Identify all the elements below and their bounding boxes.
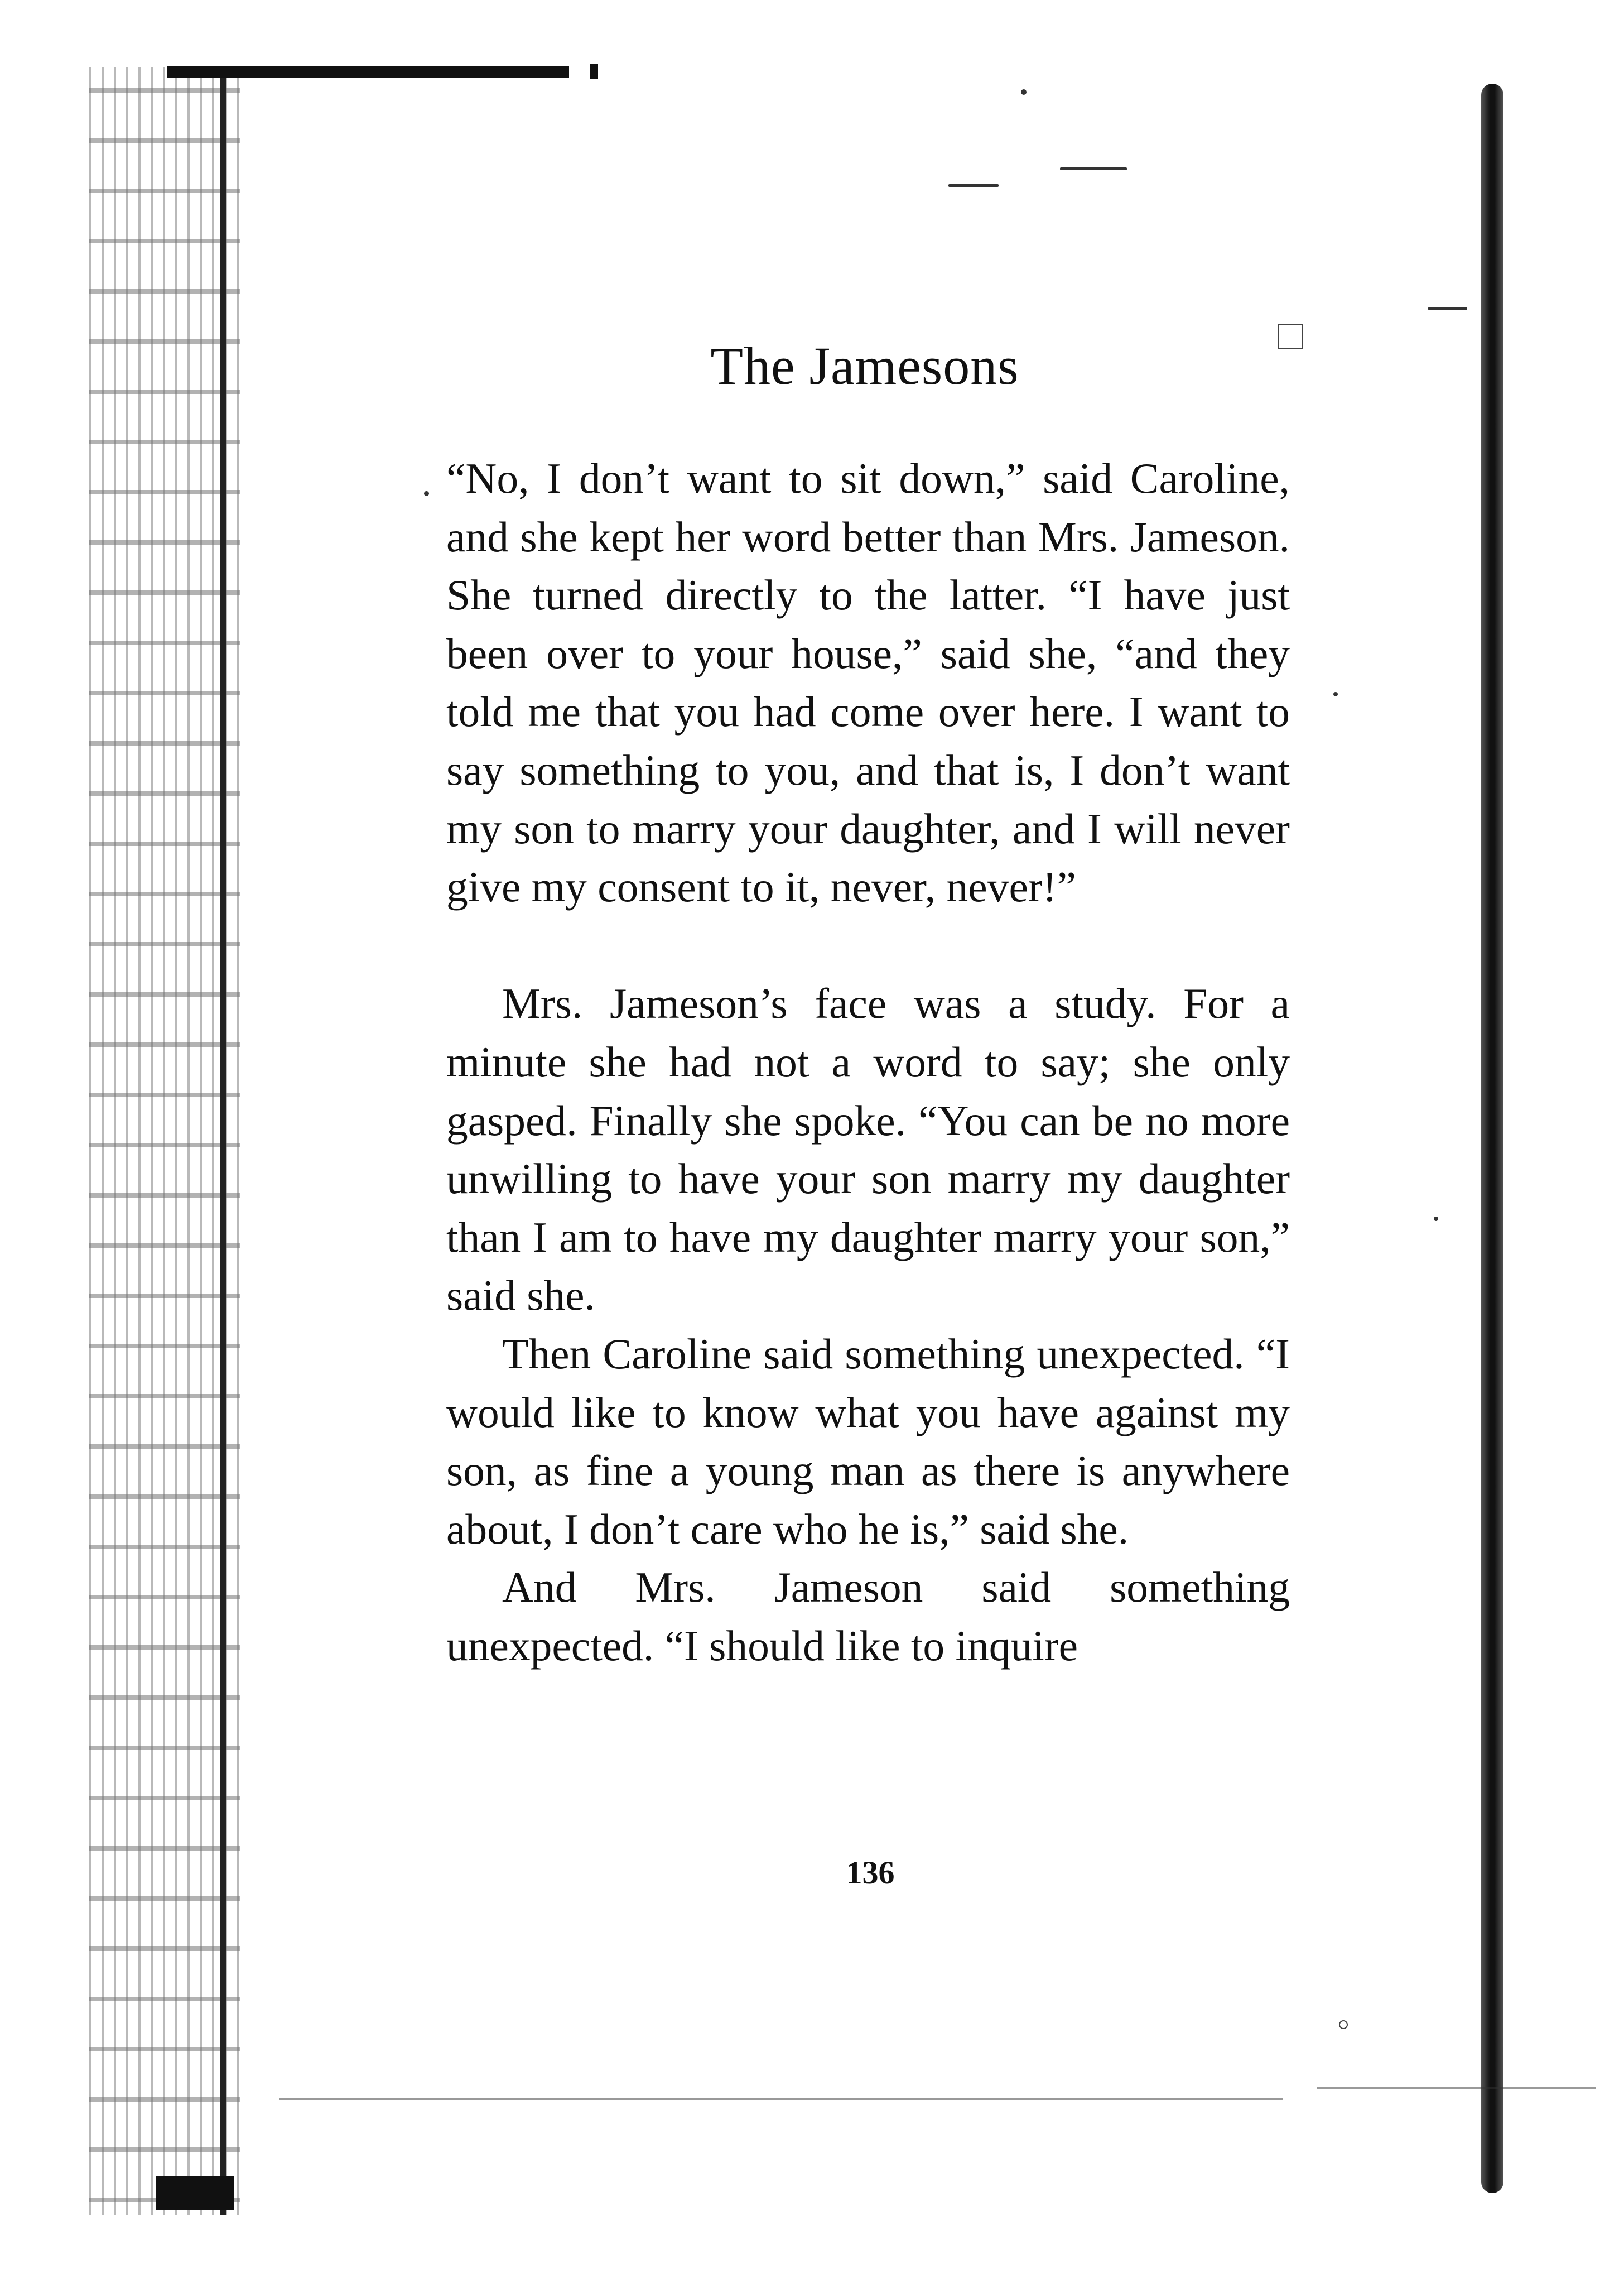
scan-dashed-line [279,2098,1283,2100]
scan-speck [1339,2020,1348,2029]
scan-speck [1333,692,1338,696]
scan-speck [1060,167,1127,170]
scan-binding-shadow-left [89,67,240,2215]
paragraph: “No, I don’t want to sit down,” said Caroline, and she kept her word better than Mrs. Jameson. She turned directly to the latter. “I have just been over to your house,” said she, “and they told me that you had come over here. I want to say something to you, and that is, I don’t want my son to marry your daughter, and I will never give my consent to it, never, never!” [446,454,1290,911]
scan-speck [948,184,999,187]
page-body [446,449,1290,1675]
scan-top-edge [167,66,569,78]
paragraph: And Mrs. Jameson said something unexpected. “I should like to inquire [446,1563,1290,1670]
scan-speck [1278,324,1303,349]
scan-speck [1428,307,1467,310]
scan-binding-edge-left [220,67,226,2215]
page-number: 136 [846,1854,895,1891]
scan-corner-mark [156,2176,234,2210]
scan-dashed-line [1317,2087,1596,2089]
scan-binding-shadow-right [1481,84,1503,2193]
running-head: The Jamesons [710,336,1019,396]
paragraph: Then Caroline said something unexpected. “I would like to know what you have against my son, as fine a young man as there is anywhere about, I don’t care who he is,” said she. [446,1329,1290,1553]
scan-speck [1434,1217,1438,1221]
scan-speck [424,491,429,496]
scan-speck [1021,89,1027,95]
paragraph: Mrs. Jameson’s face was a study. For a minute she had not a word to say; she only gasped. Finally she spoke. “You can be no more unwilling to have your son marry my daughter than I am to have my daughter marry your son,” said she. [446,979,1290,1320]
scan-top-mark [590,64,598,79]
